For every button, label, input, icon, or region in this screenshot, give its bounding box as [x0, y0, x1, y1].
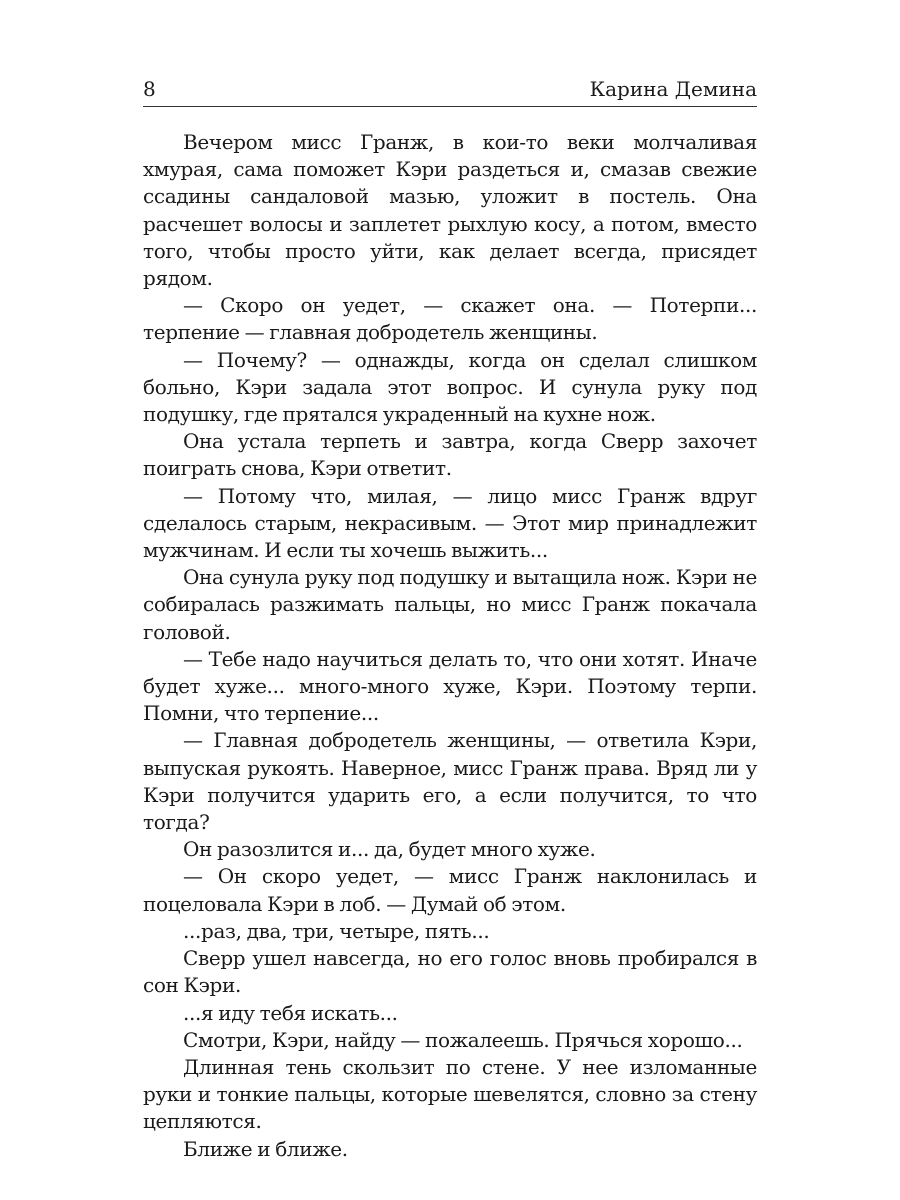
paragraph: — Тебе надо научиться делать то, что они хотят. Иначе будет хуже... много-много хуже, Кэри. Поэтому терпи. Помни, что терпение... — [143, 646, 757, 726]
running-title: Карина Демина — [589, 77, 757, 101]
paragraph: ...я иду тебя искать... — [183, 1000, 398, 1025]
paragraph: Он разозлится и... да, будет много хуже. — [183, 837, 596, 862]
page-number: 8 — [143, 77, 156, 101]
paragraph: — Потому что, милая, — лицо мисс Гранж вдруг сделалось старым, некрасивым. — Этот мир принадлежит мужчинам. И если ты хочешь выжить... — [143, 483, 757, 563]
header-divider — [143, 106, 757, 107]
paragraph: — Он скоро уедет, — мисс Гранж наклонилась и поцеловала Кэри в лоб. — Думай об этом. — [143, 864, 757, 916]
page-header — [143, 74, 757, 104]
paragraph: Она сунула руку под подушку и вытащила нож. Кэри не собиралась разжимать пальцы, но мисс Гранж покачала головой. — [143, 565, 757, 644]
body-text — [143, 129, 757, 1163]
paragraph: — Скоро он уедет, — скажет она. — Потерпи... терпение — главная добродетель женщины. — [143, 293, 757, 345]
paragraph: — Главная добродетель женщины, — ответила Кэри, выпуская рукоять. Наверное, мисс Гранж права. Вряд ли у Кэри получится ударить его, а если получится, то что тогда? — [143, 728, 757, 835]
paragraph: Сверр ушел навсегда, но его голос вновь пробирался в сон Кэри. — [143, 946, 757, 998]
paragraph: — Почему? — однажды, когда он сделал слишком больно, Кэри задала этот вопрос. И сунула руку под подушку, где прятался украденный на кухне нож. — [143, 347, 757, 427]
paragraph: Она устала терпеть и завтра, когда Сверр захочет поиграть снова, Кэри ответит. — [143, 429, 757, 481]
paragraph: Ближе и ближе. — [183, 1136, 348, 1161]
paragraph: Смотри, Кэри, найду — пожалеешь. Прячься хорошо... — [183, 1027, 743, 1052]
paragraph: Вечером мисс Гранж, в кои-то веки молчаливая хмурая, сама поможет Кэри раздеться и, смазав свежие ссадины сандаловой мазью, уложит в постель. Она расчешет волосы и заплетет рыхлую косу, а потом, вместо того, чтобы просто уйти, как делает всегда, присядет рядом. — [143, 130, 757, 291]
paragraph: Длинная тень скользит по стене. У нее изломанные руки и тонкие пальцы, которые шевелятся, словно за стену цепляются. — [143, 1054, 757, 1134]
paragraph: ...раз, два, три, четыре, пять... — [183, 918, 490, 943]
